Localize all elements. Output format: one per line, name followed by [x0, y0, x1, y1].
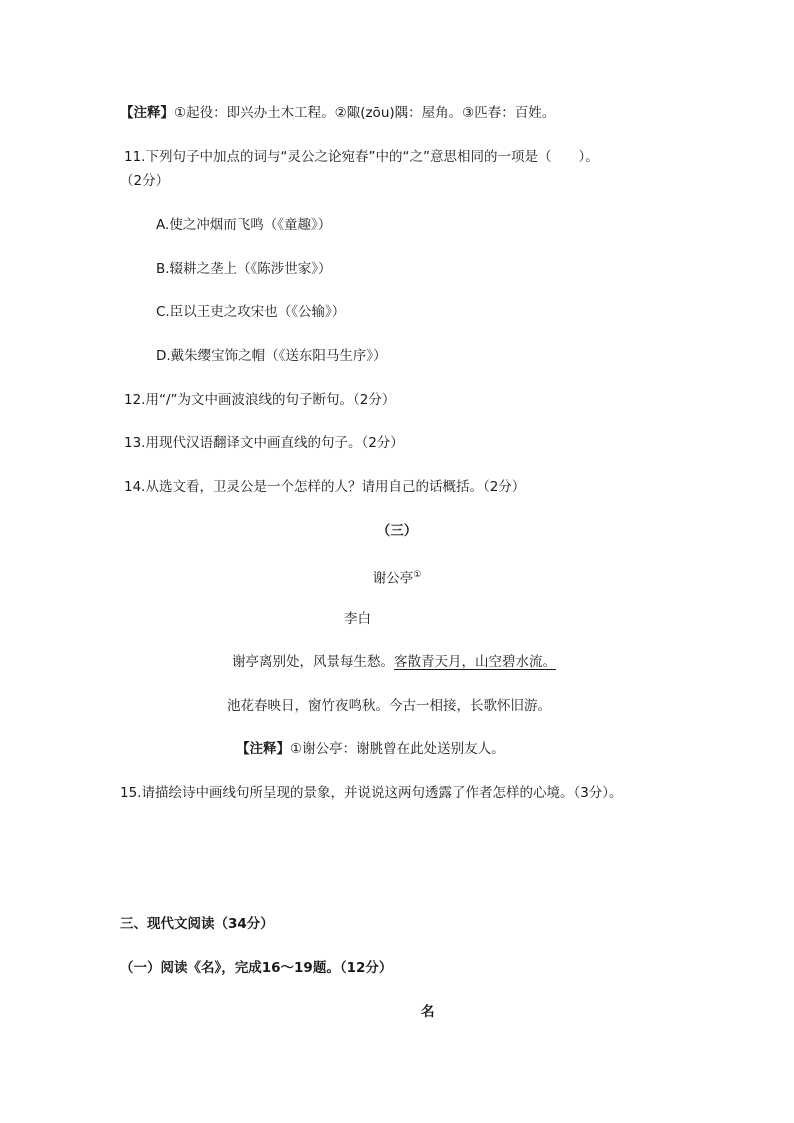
part-3-subheading: （一）阅读《名》，完成16～19题。（12分） — [120, 960, 393, 976]
part-3-heading: 三、现代文阅读（34分） — [120, 916, 274, 932]
annotation-note — [120, 103, 555, 123]
poem-line-1-underlined: 客散青天月，山空碧水流。 — [394, 654, 556, 670]
poem-title-text: 谢公亭 — [372, 570, 414, 587]
poem-annotation — [236, 739, 505, 759]
question-11-score: （2分） — [120, 173, 170, 189]
option-b: B.辍耕之垄上（《陈涉世家》） — [156, 261, 332, 277]
poem-annotation-text: ①谢公亭：谢朓曾在此处送别友人。 — [290, 741, 505, 757]
annotation-label: 【注释】 — [120, 105, 174, 121]
question-14: 14.从选文看，卫灵公是一个怎样的人？请用自己的话概括。（2分） — [124, 479, 526, 495]
option-d: D.戴朱缨宝饰之帽（《送东阳马生序》） — [156, 348, 387, 364]
poem-author: 李白 — [344, 611, 371, 627]
poem-line-1-plain: 谢亭离别处，风景每生愁。 — [232, 654, 394, 670]
poem-title — [0, 565, 794, 589]
option-c: C.臣以王吏之攻宋也（《公输》） — [156, 304, 346, 320]
question-12: 12.用“/”为文中画波浪线的句子断句。（2分） — [124, 392, 396, 408]
poem-line-1 — [232, 652, 556, 672]
question-11-stem: 11.下列句子中加点的词与“灵公之论宛春”中的“之”意思相同的一项是（ ）。 — [124, 149, 599, 165]
poem-title-note-mark: ① — [413, 570, 422, 580]
article-title: 名 — [421, 1004, 435, 1020]
question-15: 15.请描绘诗中画线句所呈现的景象，并说说这两句透露了作者怎样的心境。（3分）。 — [120, 785, 623, 801]
question-13: 13.用现代汉语翻译文中画直线的句子。（2分） — [124, 435, 404, 451]
annotation-text: ①起役：即兴办土木工程。②陬(zōu)隅：屋角。③匹春：百姓。 — [174, 105, 556, 121]
section-3-title: （三） — [376, 523, 418, 539]
option-a: A.使之冲烟而飞鸣（《童趣》） — [156, 217, 332, 233]
poem-line-2: 池花春映日，窗竹夜鸣秋。今古一相接，长歌怀旧游。 — [227, 698, 551, 714]
poem-annotation-label: 【注释】 — [236, 741, 290, 757]
